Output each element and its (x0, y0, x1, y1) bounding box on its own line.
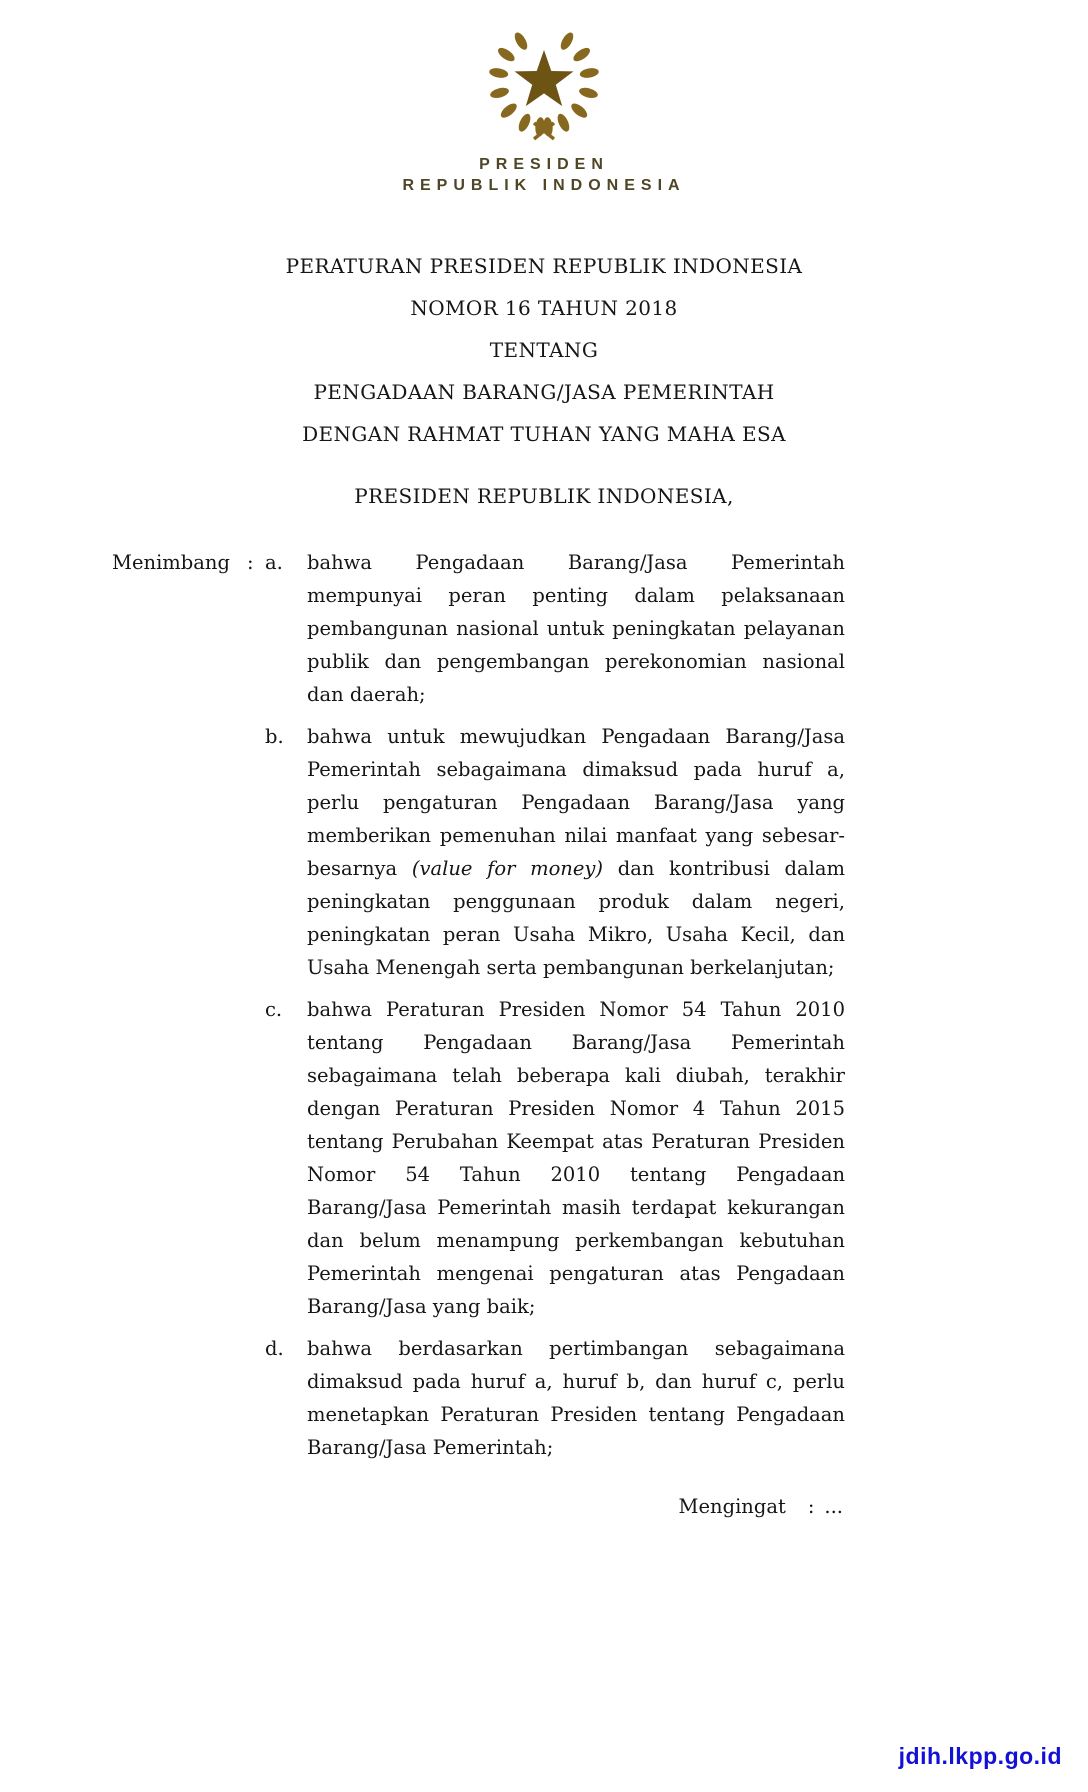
consideration-b-tail: dan kontribusi dalam peningkatan penggunaan produk dalam negeri, peningkatan peran Usaha Mikro, Usaha Kecil, dan Usaha Menengah serta pembangunan berkelanjutan; (307, 857, 845, 979)
consideration-marker-a: a. (265, 551, 283, 574)
authority-line: PRESIDEN REPUBLIK INDONESIA, (354, 484, 734, 508)
mengingat-ellipsis: ... (824, 1495, 843, 1518)
letterhead (0, 0, 1088, 196)
consideration-marker-c: c. (265, 998, 283, 1021)
jdih-lkpp-watermark: jdih.lkpp.go.id (898, 1743, 1062, 1769)
spacer (247, 1332, 265, 1464)
letterhead-line-presiden: PRESIDEN (479, 156, 609, 173)
regulation-subject: PENGADAAN BARANG/JASA PEMERINTAH (313, 380, 775, 404)
consideration-c-body: bahwa Peraturan Presiden Nomor 54 Tahun 2010 tentang Pengadaan Barang/Jasa Pemerintah sebagaimana telah beberapa kali diubah, terakhir dengan Peraturan Presiden Nomor 4 Tahun 2015 tentang Perubahan Keempat atas Peraturan Presiden Nomor 54 Tahun 2010 tentang Pengadaan Barang/Jasa Pemerintah masih terdapat kekurangan dan belum menampung perkembangan kebutuhan Pemerintah mengenai pengaturan atas Pengadaan Barang/Jasa yang baik; (307, 998, 845, 1318)
considerations-section (112, 546, 845, 1464)
consideration-marker-b: b. (265, 725, 284, 748)
title-block (0, 256, 1088, 506)
menimbang-label: Menimbang (112, 551, 230, 574)
regulation-number: NOMOR 16 TAHUN 2018 (410, 296, 678, 320)
invocation-line: DENGAN RAHMAT TUHAN YANG MAHA ESA (302, 422, 786, 446)
consideration-marker-d: d. (265, 1337, 284, 1360)
menimbang-colon: : (247, 551, 254, 574)
mengingat-row (112, 1490, 843, 1523)
spacer (112, 720, 247, 984)
mengingat-label: Mengingat (678, 1495, 786, 1518)
consideration-text-d (307, 1332, 845, 1464)
consideration-text-b (307, 720, 845, 984)
spacer (247, 720, 265, 984)
spacer (112, 1332, 247, 1464)
consideration-b-body: bahwa untuk mewujudkan Pengadaan Barang/Jasa Pemerintah sebagaimana dimaksud pada huruf a, perlu pengaturan Pengadaan Barang/Jasa yang memberikan pemenuhan nilai manfaat yang sebesar-besarnya (307, 725, 845, 880)
consideration-a-body: bahwa Pengadaan Barang/Jasa Pemerintah mempunyai peran penting dalam pelaksanaan pembangunan nasional untuk peningkatan pelayanan publik dan pengembangan perekonomian nasional dan daerah; (307, 551, 845, 706)
mengingat-colon: : (807, 1495, 815, 1518)
presidential-emblem-icon (469, 26, 619, 144)
consideration-d-body: bahwa berdasarkan pertimbangan sebagaimana dimaksud pada huruf a, huruf b, dan huruf c, perlu menetapkan Peraturan Presiden tentang Pengadaan Barang/Jasa Pemerintah; (307, 1337, 845, 1459)
regulation-tentang: TENTANG (489, 338, 599, 362)
regulation-title: PERATURAN PRESIDEN REPUBLIK INDONESIA (285, 254, 803, 278)
spacer (112, 993, 247, 1323)
consideration-text-a (307, 546, 845, 711)
consideration-b-italic: (value for money) (411, 857, 604, 880)
consideration-text-c (307, 993, 845, 1323)
spacer (247, 993, 265, 1323)
letterhead-line-republik-indonesia: REPUBLIK INDONESIA (402, 177, 686, 194)
